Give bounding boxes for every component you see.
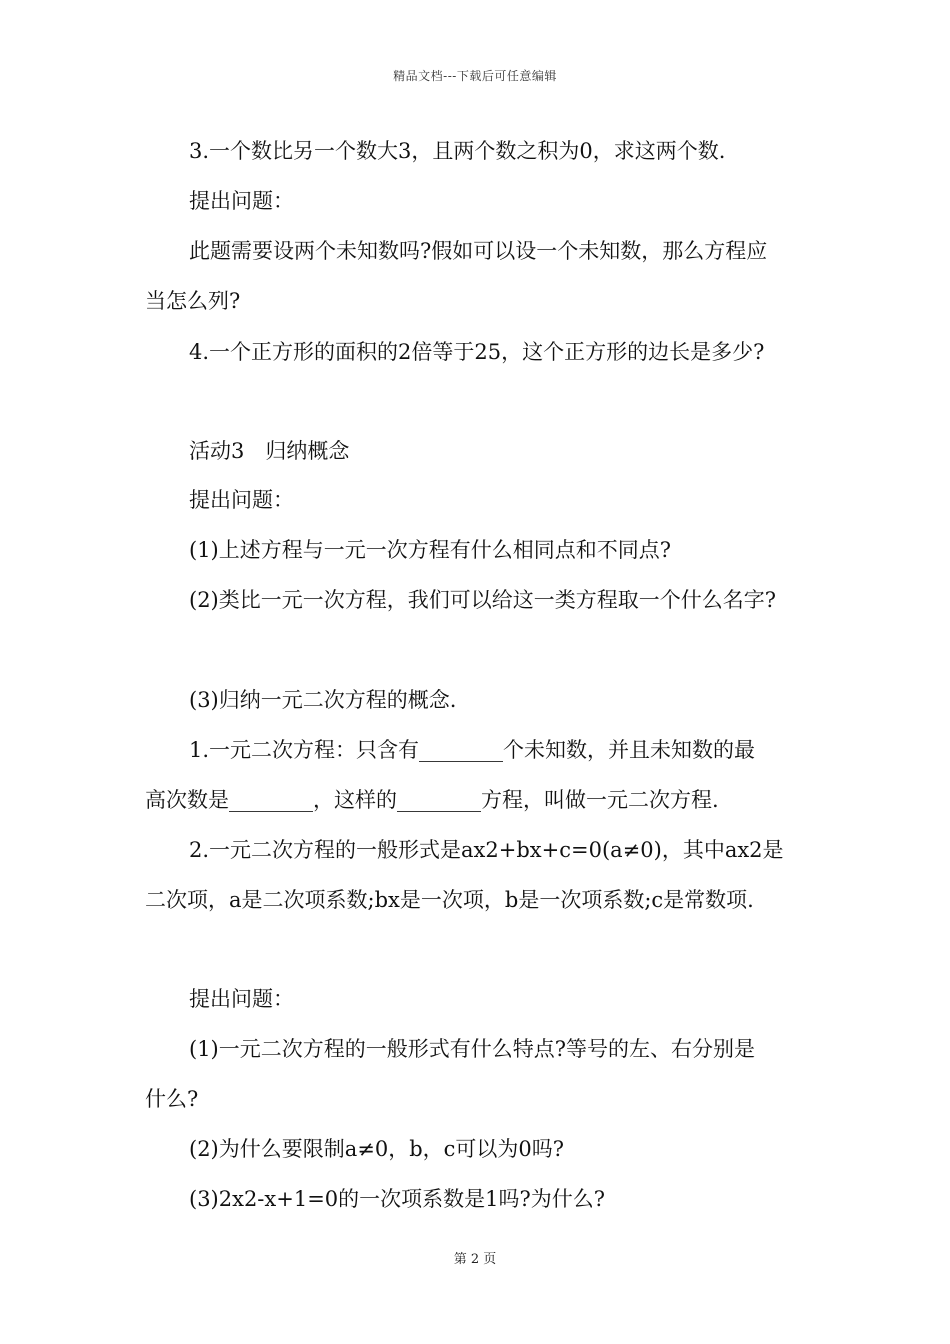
paragraph-problem-4: 4.一个正方形的面积的2倍等于25，这个正方形的边长是多少? bbox=[189, 340, 765, 364]
paragraph-general-form: 2.一元二次方程的一般形式是ax2+bx+c=0(a≠0)，其中ax2是 bbox=[189, 838, 784, 862]
paragraph-question-text: 此题需要设两个未知数吗?假如可以设一个未知数，那么方程应 bbox=[189, 239, 768, 263]
paragraph-definition-cont: 高次数是________，这样的________方程，叫做一元二次方程. bbox=[145, 788, 719, 812]
paragraph-question-3b: (3)2x2-x+1=0的一次项系数是1吗?为什么? bbox=[189, 1187, 606, 1211]
paragraph-question-2: (2)类比一元一次方程，我们可以给这一类方程取一个什么名字? bbox=[189, 588, 777, 612]
paragraph-ask-question: 提出问题： bbox=[189, 488, 294, 512]
page-header: 精品文档---下载后可任意编辑 bbox=[393, 69, 557, 83]
paragraph-general-form-cont: 二次项，a是二次项系数;bx是一次项，b是一次项系数;c是常数项. bbox=[145, 888, 754, 912]
paragraph-ask-question: 提出问题： bbox=[189, 189, 294, 213]
paragraph-problem-3: 3.一个数比另一个数大3，且两个数之积为0，求这两个数. bbox=[189, 139, 726, 163]
paragraph-question-1b-cont: 什么? bbox=[145, 1087, 199, 1111]
section-heading-activity-3: 活动3 归纳概念 bbox=[189, 439, 350, 463]
paragraph-question-3: (3)归纳一元二次方程的概念. bbox=[189, 688, 457, 712]
page-number: 第 2 页 bbox=[453, 1252, 497, 1267]
paragraph-question-text-cont: 当怎么列? bbox=[145, 289, 241, 313]
paragraph-definition: 1.一元二次方程：只含有________个未知数，并且未知数的最 bbox=[189, 738, 756, 762]
paragraph-question-2b: (2)为什么要限制a≠0，b，c可以为0吗? bbox=[189, 1137, 565, 1161]
paragraph-question-1: (1)上述方程与一元一次方程有什么相同点和不同点? bbox=[189, 538, 672, 562]
paragraph-ask-question: 提出问题： bbox=[189, 987, 294, 1011]
paragraph-question-1b: (1)一元二次方程的一般形式有什么特点?等号的左、右分别是 bbox=[189, 1037, 756, 1061]
